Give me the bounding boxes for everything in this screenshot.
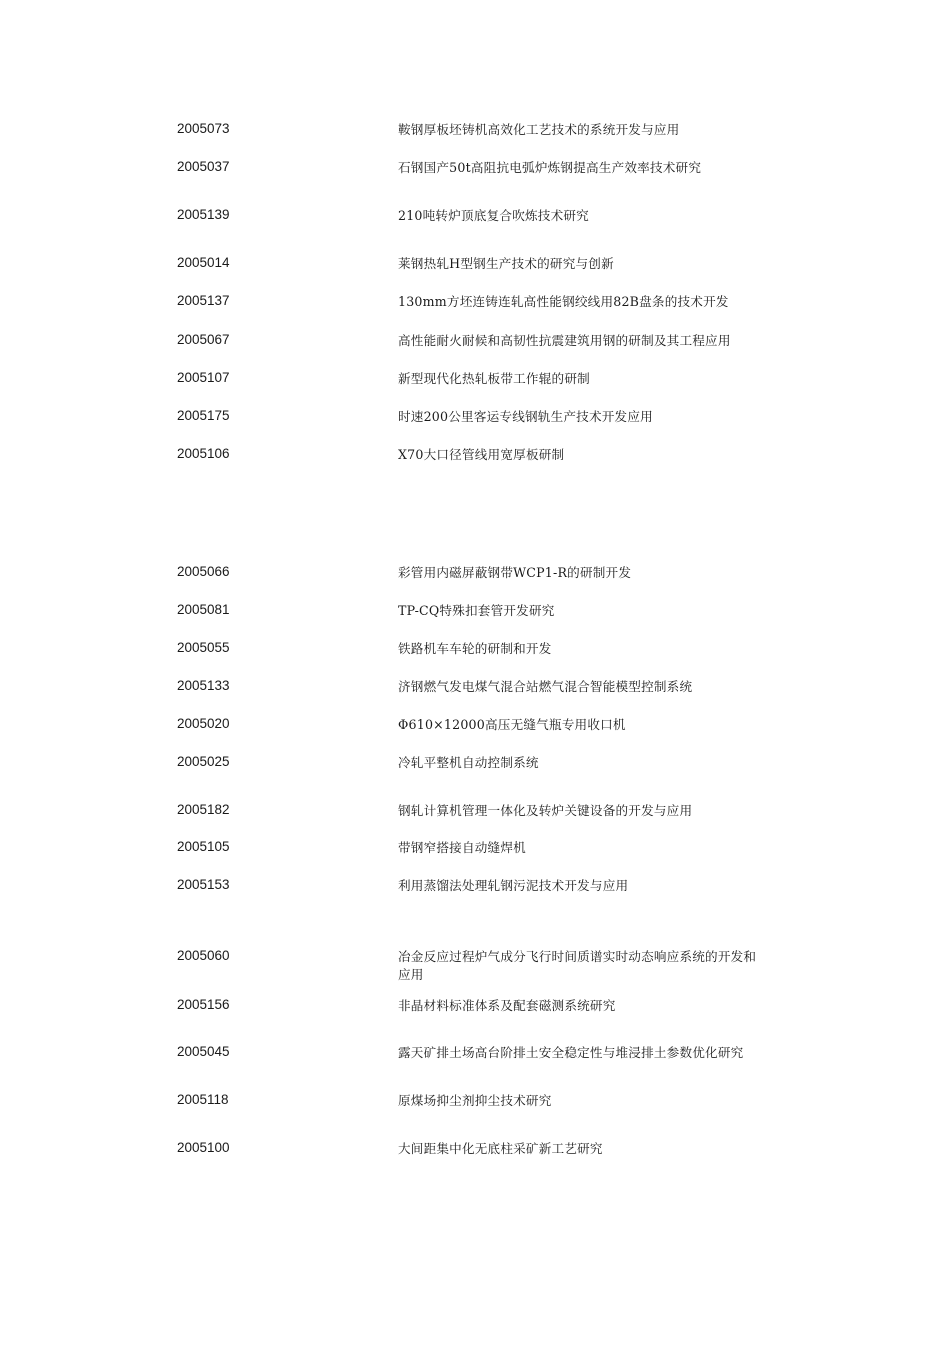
record-code: 2005107: [177, 370, 230, 385]
record-code: 2005106: [177, 446, 230, 461]
record-code: 2005105: [177, 839, 230, 854]
record-code: 2005133: [177, 678, 230, 693]
record-title: 新型现代化热轧板带工作辊的研制: [398, 371, 590, 386]
record-code: 2005066: [177, 564, 230, 579]
record-title: 冶金反应过程炉气成分飞行时间质谱实时动态响应系统的开发和应用: [398, 949, 757, 982]
record-code: 2005073: [177, 121, 230, 136]
record-title: Φ610×12000高压无缝气瓶专用收口机: [398, 717, 626, 732]
record-title: 大间距集中化无底柱采矿新工艺研究: [398, 1141, 603, 1156]
record-code: 2005020: [177, 716, 230, 731]
record-code: 2005081: [177, 602, 230, 617]
record-title: 时速200公里客运专线钢轨生产技术开发应用: [398, 409, 653, 424]
record-title: 莱钢热轧H型钢生产技术的研究与创新: [398, 256, 614, 271]
record-title: 非晶材料标准体系及配套磁测系统研究: [398, 998, 616, 1013]
record-title: 铁路机车车轮的研制和开发: [398, 641, 552, 656]
record-title: 利用蒸馏法处理轧钢污泥技术开发与应用: [398, 878, 629, 893]
record-code: 2005045: [177, 1044, 230, 1059]
record-title: 露天矿排土场高台阶排土安全稳定性与堆浸排土参数优化研究: [398, 1045, 744, 1060]
record-code: 2005137: [177, 293, 230, 308]
record-title: 彩管用内磁屏蔽钢带WCP1-R的研制开发: [398, 565, 632, 580]
record-title: 鞍钢厚板坯铸机高效化工艺技术的系统开发与应用: [398, 122, 680, 137]
record-code: 2005014: [177, 255, 230, 270]
record-code: 2005060: [177, 948, 230, 963]
record-title: 210吨转炉顶底复合吹炼技术研究: [398, 208, 589, 223]
record-title: 原煤场抑尘剂抑尘技术研究: [398, 1093, 552, 1108]
record-title: X70大口径管线用宽厚板研制: [398, 447, 565, 462]
record-code: 2005175: [177, 408, 230, 423]
record-title: 带钢窄搭接自动缝焊机: [398, 840, 526, 855]
record-title: TP-CQ特殊扣套管开发研究: [398, 603, 555, 618]
record-code: 2005156: [177, 997, 230, 1012]
record-code: 2005182: [177, 802, 230, 817]
record-title: 130mm方坯连铸连轧高性能钢绞线用82B盘条的技术开发: [398, 294, 729, 309]
record-title: 高性能耐火耐候和高韧性抗震建筑用钢的研制及其工程应用: [398, 333, 731, 348]
record-code: 2005100: [177, 1140, 230, 1155]
record-code: 2005037: [177, 159, 230, 174]
record-code: 2005139: [177, 207, 230, 222]
record-code: 2005055: [177, 640, 230, 655]
record-title: 济钢燃气发电煤气混合站燃气混合智能模型控制系统: [398, 679, 693, 694]
record-code: 2005025: [177, 754, 230, 769]
record-title: 冷轧平整机自动控制系统: [398, 755, 539, 770]
record-code: 2005118: [177, 1092, 229, 1107]
record-code: 2005067: [177, 332, 230, 347]
record-title: 钢轧计算机管理一体化及转炉关键设备的开发与应用: [398, 803, 693, 818]
record-code: 2005153: [177, 877, 230, 892]
record-title: 石钢国产50t高阻抗电弧炉炼钢提高生产效率技术研究: [398, 160, 702, 175]
